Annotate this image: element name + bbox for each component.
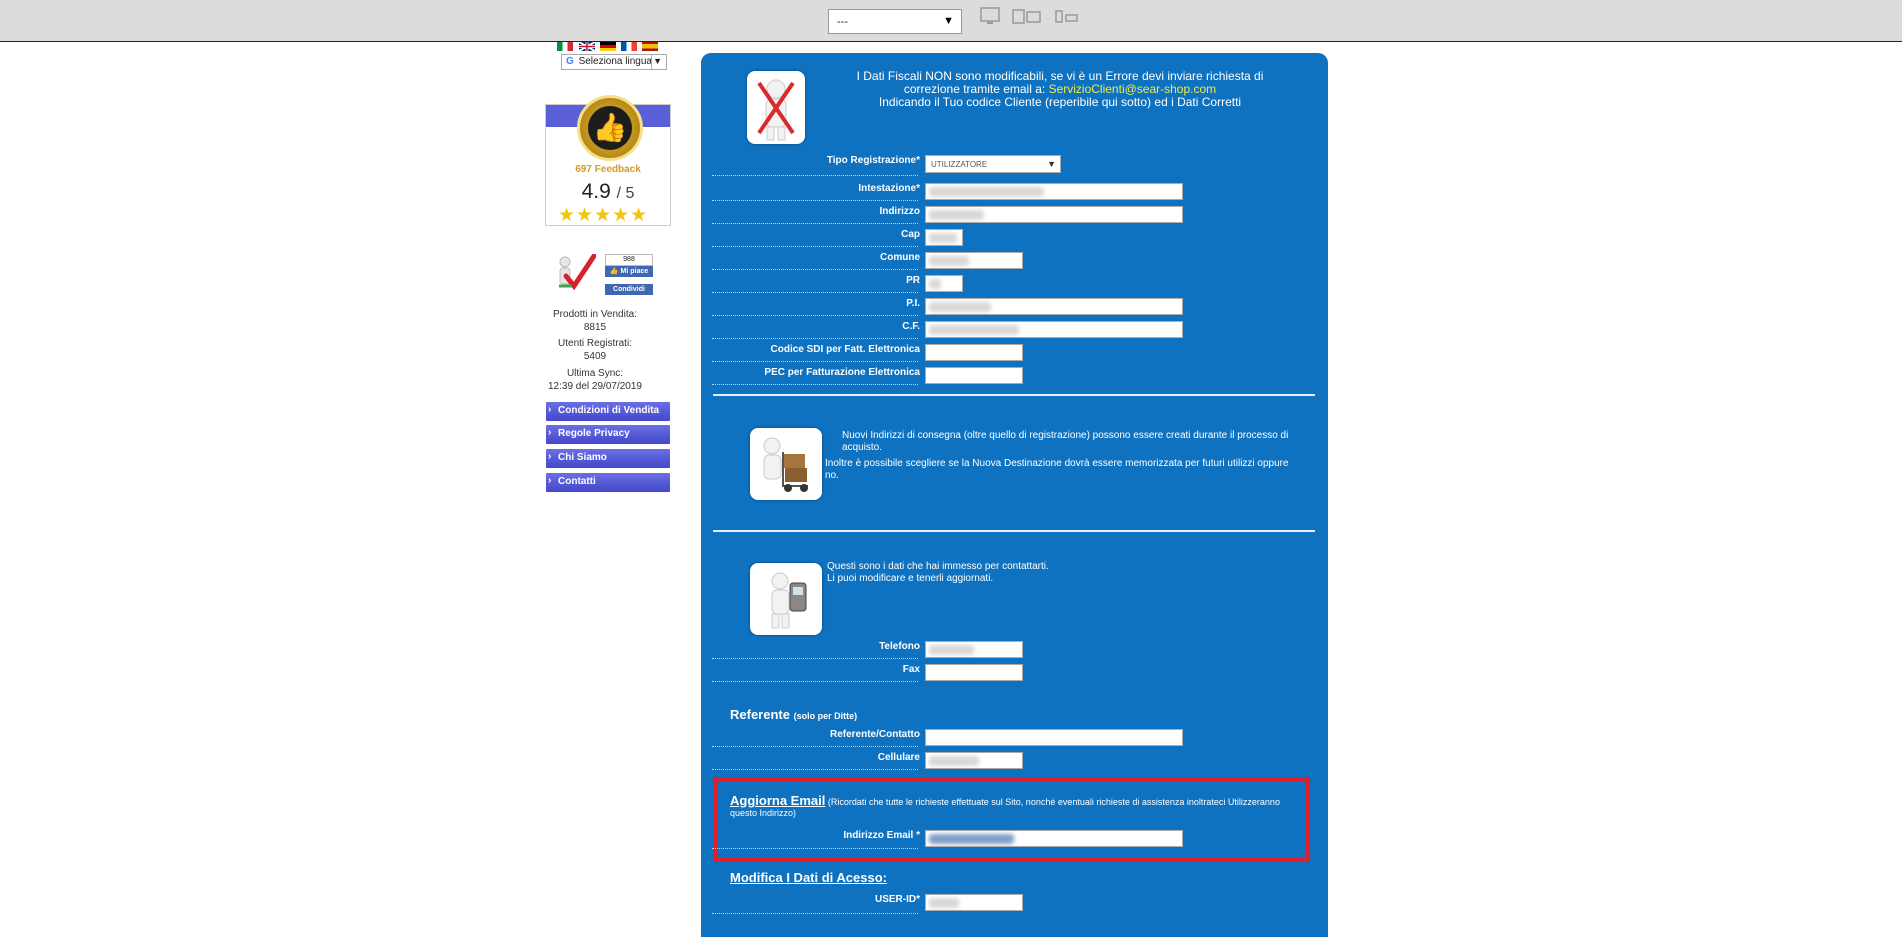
thumbs-up-icon: 👍 <box>609 268 619 275</box>
pec-input[interactable] <box>925 367 1023 384</box>
row-divider <box>712 361 918 362</box>
sidebar-item-label: Regole Privacy <box>558 428 630 439</box>
cap-input[interactable] <box>925 229 963 246</box>
fiscal-notice <box>840 70 1280 109</box>
sync-stat-label: Ultima Sync: <box>566 368 624 379</box>
row-divider <box>712 338 918 339</box>
google-icon: G <box>566 56 574 67</box>
feedback-widget[interactable] <box>545 104 671 226</box>
email-section-title: Aggiorna Email <box>730 793 826 808</box>
like-label: Mi piace <box>620 268 649 275</box>
chevron-right-icon: › <box>548 427 552 438</box>
feedback-rating-value: 4.9 <box>581 180 611 203</box>
row-divider <box>712 769 918 770</box>
sidebar-item-contatti[interactable] <box>546 473 670 492</box>
shipping-text-1: Nuovi Indirizzi di consegna (oltre quello di registrazione) possono essere creati durante il processo di acquisto. <box>842 430 1289 453</box>
email-label: Indirizzo Email * <box>843 830 920 841</box>
referente-title-note: (solo per Ditte) <box>793 711 858 721</box>
view-dropdown[interactable] <box>828 9 962 34</box>
products-stat-value: 8815 <box>583 322 607 333</box>
row-divider <box>712 848 918 849</box>
row-divider <box>712 315 918 316</box>
section-separator <box>713 530 1315 532</box>
tipo-registrazione-label: Tipo Registrazione* <box>826 155 920 166</box>
referente-title <box>730 707 857 722</box>
contact-text-2: Li puoi modificare e tenerli aggiornati. <box>827 573 994 584</box>
phone-avatar-icon <box>750 563 822 635</box>
products-stat-label: Prodotti in Vendita: <box>553 309 637 320</box>
mobile-icon[interactable] <box>1054 7 1080 27</box>
referente-contatto-label: Referente/Contatto <box>829 729 920 740</box>
language-selector-label: Seleziona lingua <box>578 56 652 67</box>
chevron-right-icon: › <box>548 404 552 415</box>
uk-flag-icon[interactable] <box>579 42 595 51</box>
sidebar-item-chi-siamo[interactable] <box>546 449 670 468</box>
access-section-title: Modifica I Dati di Acesso: <box>730 870 887 885</box>
referente-contatto-input[interactable] <box>925 729 1183 746</box>
userid-input[interactable] <box>925 894 1023 911</box>
language-flags <box>557 42 667 52</box>
sync-stat <box>540 367 650 393</box>
language-selector[interactable] <box>561 54 667 70</box>
feedback-rating <box>546 180 670 204</box>
userid-label: USER-ID* <box>874 894 920 905</box>
products-stat <box>540 308 650 334</box>
section-separator <box>713 394 1315 396</box>
cellulare-input[interactable] <box>925 752 1023 769</box>
tipo-registrazione-value: UTILIZZATORE <box>931 160 988 169</box>
sdi-input[interactable] <box>925 344 1023 361</box>
row-divider <box>712 223 918 224</box>
chevron-right-icon: › <box>548 475 552 486</box>
sync-stat-value: 12:39 del 29/07/2019 <box>548 381 642 392</box>
tipo-registrazione-select[interactable] <box>925 155 1061 173</box>
indirizzo-label: Indirizzo <box>879 206 920 217</box>
shipping-text-2: Inoltre è possibile scegliere se la Nuova Destinazione dovrà essere memorizzata per futuri utilizzi oppure no. <box>825 458 1289 481</box>
telefono-label: Telefono <box>879 641 920 652</box>
fiscal-notice-prefix: correzione tramite email a: <box>903 82 1049 96</box>
thumbs-up-medal-icon: 👍 <box>577 95 643 161</box>
cellulare-label: Cellulare <box>877 752 920 763</box>
row-divider <box>712 269 918 270</box>
cf-input[interactable] <box>925 321 1183 338</box>
feedback-count: 697 Feedback <box>575 164 641 175</box>
top-toolbar <box>0 0 1902 42</box>
referente-title-text: Referente <box>730 707 790 722</box>
email-section-note: (Ricordati che tutte le richieste effettuate sul Sito, nonché eventuali richieste di assistenza inoltrateci Utilizzeranno questo Indirizzo) <box>730 797 1280 818</box>
germany-flag-icon[interactable] <box>600 42 616 51</box>
pr-label: PR <box>906 275 920 286</box>
like-count: 988 <box>605 254 653 266</box>
pec-label: PEC per Fatturazione Elettronica <box>764 367 920 378</box>
row-divider <box>712 384 918 385</box>
row-divider <box>712 913 918 914</box>
sidebar-item-label: Condizioni di Vendita <box>558 405 660 416</box>
row-divider <box>712 246 918 247</box>
telefono-input[interactable] <box>925 641 1023 658</box>
email-input[interactable] <box>925 830 1183 847</box>
view-dropdown-value: --- <box>837 16 848 28</box>
france-flag-icon[interactable] <box>621 42 637 51</box>
chevron-down-icon: ▼ <box>653 56 662 66</box>
pr-input[interactable] <box>925 275 963 292</box>
email-highlight-box <box>714 777 1310 862</box>
row-divider <box>712 681 918 682</box>
chevron-down-icon: ▼ <box>943 15 954 27</box>
intestazione-label: Intestazione* <box>858 183 920 194</box>
language-selector-divider <box>651 55 652 69</box>
fiscal-notice-line1: I Dati Fiscali NON sono modificabili, se vi è un Errore devi inviare richiesta di <box>856 69 1264 83</box>
sidebar-item-label: Chi Siamo <box>558 452 607 463</box>
row-divider <box>712 658 918 659</box>
row-divider <box>712 746 918 747</box>
cf-label: C.F. <box>902 321 920 332</box>
desktop-icon[interactable] <box>980 7 1000 27</box>
no-edit-avatar-icon <box>747 71 805 144</box>
comune-label: Comune <box>880 252 920 263</box>
delivery-avatar-icon <box>750 428 822 500</box>
service-email-link[interactable]: ServizioClienti@sear-shop.com <box>1048 82 1217 96</box>
row-divider <box>712 292 918 293</box>
italy-flag-icon[interactable] <box>557 42 573 51</box>
email-section-header <box>730 795 1290 819</box>
row-divider <box>712 200 918 201</box>
indirizzo-input[interactable] <box>925 206 1183 223</box>
fiscal-notice-line3: Indicando il Tuo codice Cliente (reperibile qui sotto) ed i Dati Corretti <box>878 95 1242 109</box>
sidebar-item-label: Contatti <box>558 476 596 487</box>
pi-input[interactable] <box>925 298 1183 315</box>
spain-flag-icon[interactable] <box>642 42 658 51</box>
cap-label: Cap <box>901 229 920 240</box>
star-rating-icon: ★★★★★ <box>558 205 649 226</box>
users-stat <box>540 337 650 363</box>
share-button[interactable]: Condividi <box>605 284 653 295</box>
pi-label: P.I. <box>906 298 920 309</box>
intestazione-input[interactable] <box>925 183 1183 200</box>
feedback-rating-of: / 5 <box>616 185 635 202</box>
fax-label: Fax <box>902 664 920 675</box>
row-divider <box>712 175 918 176</box>
contact-text <box>827 561 1227 585</box>
chevron-right-icon: › <box>548 451 552 462</box>
sdi-label: Codice SDI per Fatt. Elettronica <box>770 344 920 355</box>
users-stat-value: 5409 <box>583 351 607 362</box>
users-stat-label: Utenti Registrati: <box>558 338 632 349</box>
sidebar-item-condizioni[interactable] <box>546 402 670 421</box>
fax-input[interactable] <box>925 664 1023 681</box>
tablet-icon[interactable] <box>1012 7 1042 27</box>
sidebar-item-privacy[interactable] <box>546 425 670 444</box>
checkmark-person-icon <box>556 254 596 290</box>
comune-input[interactable] <box>925 252 1023 269</box>
like-button[interactable] <box>605 266 653 277</box>
contact-text-1: Questi sono i dati che hai immesso per contattarti. <box>827 561 1049 572</box>
facebook-like-widget[interactable] <box>605 254 653 293</box>
chevron-down-icon: ▼ <box>1047 159 1056 169</box>
